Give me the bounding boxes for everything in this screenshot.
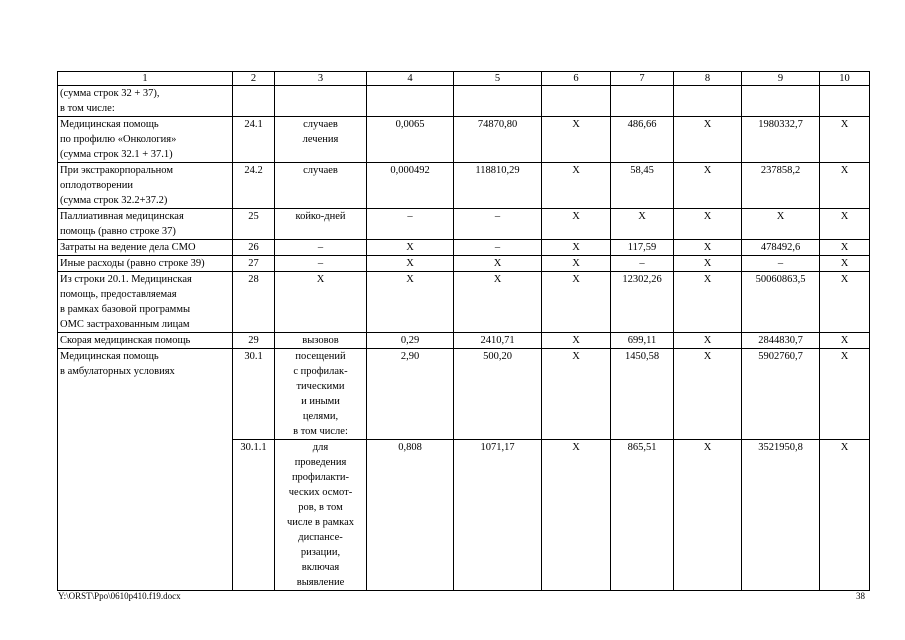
table-cell-col4: 0,808: [367, 440, 454, 591]
table-body: [58, 86, 870, 591]
table-cell-col9: 50060863,5: [742, 272, 820, 333]
table-cell-col7: 12302,26: [611, 272, 674, 333]
table-cell-col8: Х: [674, 117, 742, 163]
table-cell-col7: 1450,58: [611, 349, 674, 440]
table-cell-col2: 25: [233, 209, 275, 240]
table-cell-col2: 24.1: [233, 117, 275, 163]
table-cell-col8: Х: [674, 163, 742, 209]
table-cell-col6: Х: [542, 240, 611, 256]
table-row: [58, 117, 870, 163]
table-cell-col6: Х: [542, 349, 611, 440]
table-cell-col5: 118810,29: [454, 163, 542, 209]
table-cell-col1: Паллиативная медицинская помощь (равно строке 37): [58, 209, 233, 240]
table-cell-col1: Иные расходы (равно строке 39): [58, 256, 233, 272]
table-row: [58, 240, 870, 256]
table-cell-col2: 29: [233, 333, 275, 349]
table-cell-col9: 2844830,7: [742, 333, 820, 349]
table-cell-col1: Из строки 20.1. Медицинская помощь, предоставляемая в рамках базовой программы ОМС застрахованным лицам: [58, 272, 233, 333]
table-cell-col9: [742, 86, 820, 117]
table-cell-col7: 699,11: [611, 333, 674, 349]
table-cell-col8: Х: [674, 240, 742, 256]
table-cell-col3: [275, 86, 367, 117]
table-cell-col4: Х: [367, 240, 454, 256]
table-cell-col7: [611, 86, 674, 117]
header-cell: 10: [820, 72, 870, 86]
table-cell-col4: 0,000492: [367, 163, 454, 209]
table-cell-col3: случаев лечения: [275, 117, 367, 163]
table-cell-col8: Х: [674, 333, 742, 349]
table-cell-col10: Х: [820, 272, 870, 333]
table-cell-col6: Х: [542, 163, 611, 209]
header-row: [58, 72, 870, 86]
table-cell-col7: Х: [611, 209, 674, 240]
header-cell: 9: [742, 72, 820, 86]
table-cell-col8: Х: [674, 209, 742, 240]
table-cell-col5: –: [454, 209, 542, 240]
table-cell-col6: Х: [542, 440, 611, 591]
table-cell-col3: –: [275, 240, 367, 256]
table-cell-col1: Скорая медицинская помощь: [58, 333, 233, 349]
footer-page-number: 38: [856, 591, 865, 601]
table-cell-col2: [233, 86, 275, 117]
table-cell-col8: Х: [674, 440, 742, 591]
table-cell-col9: 5902760,7: [742, 349, 820, 440]
table-row: [58, 272, 870, 333]
table-cell-col5: 2410,71: [454, 333, 542, 349]
table-cell-col3: случаев: [275, 163, 367, 209]
table-cell-col9: 1980332,7: [742, 117, 820, 163]
table-cell-col1: Медицинская помощь по профилю «Онкология» (сумма строк 32.1 + 37.1): [58, 117, 233, 163]
table-cell-col3: –: [275, 256, 367, 272]
table-cell-col4: 0,0065: [367, 117, 454, 163]
table-cell-col1: (сумма строк 32 + 37), в том числе:: [58, 86, 233, 117]
table-cell-col4: –: [367, 209, 454, 240]
header-cell: 5: [454, 72, 542, 86]
footer-file-path: Y:\ORST\Ppo\0610p410.f19.docx: [58, 591, 181, 601]
table-cell-col10: [820, 86, 870, 117]
table-cell-col6: Х: [542, 117, 611, 163]
table-cell-col5: –: [454, 240, 542, 256]
table-cell-col9: 3521950,8: [742, 440, 820, 591]
table-cell-col3: для проведения профилакти- ческих осмот- ров, в том числе в рамках диспансе- ризации, включая выявление: [275, 440, 367, 591]
table-cell-col7: 486,66: [611, 117, 674, 163]
table-row: [58, 256, 870, 272]
table-cell-col6: Х: [542, 333, 611, 349]
table-cell-col4: Х: [367, 256, 454, 272]
table-cell-col1: Медицинская помощь в амбулаторных условиях: [58, 349, 233, 591]
table-cell-col2: 30.1.1: [233, 440, 275, 591]
table-cell-col7: 865,51: [611, 440, 674, 591]
table-cell-col8: Х: [674, 256, 742, 272]
table-cell-col10: Х: [820, 240, 870, 256]
header-cell: 7: [611, 72, 674, 86]
data-table: [57, 71, 870, 591]
table-cell-col5: Х: [454, 272, 542, 333]
table-row: [58, 209, 870, 240]
table-cell-col2: 28: [233, 272, 275, 333]
table-cell-col7: 58,45: [611, 163, 674, 209]
table-cell-col1: При экстракорпоральном оплодотворении (сумма строк 32.2+37.2): [58, 163, 233, 209]
header-cell: 4: [367, 72, 454, 86]
table-cell-col10: Х: [820, 440, 870, 591]
table-cell-col6: Х: [542, 272, 611, 333]
table-cell-col4: [367, 86, 454, 117]
table-cell-col1: Затраты на ведение дела СМО: [58, 240, 233, 256]
table-cell-col5: [454, 86, 542, 117]
table-cell-col5: 500,20: [454, 349, 542, 440]
table-cell-col2: 30.1: [233, 349, 275, 440]
table-cell-col8: Х: [674, 349, 742, 440]
table-cell-col5: 1071,17: [454, 440, 542, 591]
table-cell-col6: Х: [542, 209, 611, 240]
table-cell-col2: 26: [233, 240, 275, 256]
table-cell-col8: [674, 86, 742, 117]
header-cell: 8: [674, 72, 742, 86]
header-cell: 3: [275, 72, 367, 86]
table-cell-col8: Х: [674, 272, 742, 333]
table-cell-col4: 0,29: [367, 333, 454, 349]
table-cell-col9: –: [742, 256, 820, 272]
table-cell-col7: 117,59: [611, 240, 674, 256]
table-cell-col10: Х: [820, 209, 870, 240]
table-cell-col10: Х: [820, 349, 870, 440]
table-cell-col2: 27: [233, 256, 275, 272]
table-cell-col3: Х: [275, 272, 367, 333]
table-cell-col10: Х: [820, 256, 870, 272]
table-cell-col3: посещений с профилак- тическими и иными целями, в том числе:: [275, 349, 367, 440]
table-row: [58, 349, 870, 440]
table-cell-col10: Х: [820, 333, 870, 349]
table-cell-col7: –: [611, 256, 674, 272]
table-cell-col3: койко-дней: [275, 209, 367, 240]
table-cell-col5: Х: [454, 256, 542, 272]
header-cell: 2: [233, 72, 275, 86]
table-cell-col4: Х: [367, 272, 454, 333]
table-cell-col5: 74870,80: [454, 117, 542, 163]
table-cell-col9: 237858,2: [742, 163, 820, 209]
table-cell-col6: [542, 86, 611, 117]
table-row: [58, 163, 870, 209]
table-cell-col2: 24.2: [233, 163, 275, 209]
table-cell-col9: Х: [742, 209, 820, 240]
table-cell-col9: 478492,6: [742, 240, 820, 256]
table-cell-col3: вызовов: [275, 333, 367, 349]
header-cell: 1: [58, 72, 233, 86]
table-cell-col10: Х: [820, 117, 870, 163]
table-cell-col10: Х: [820, 163, 870, 209]
table-row: [58, 86, 870, 117]
table-row: [58, 333, 870, 349]
table-cell-col4: 2,90: [367, 349, 454, 440]
header-cell: 6: [542, 72, 611, 86]
table-cell-col6: Х: [542, 256, 611, 272]
